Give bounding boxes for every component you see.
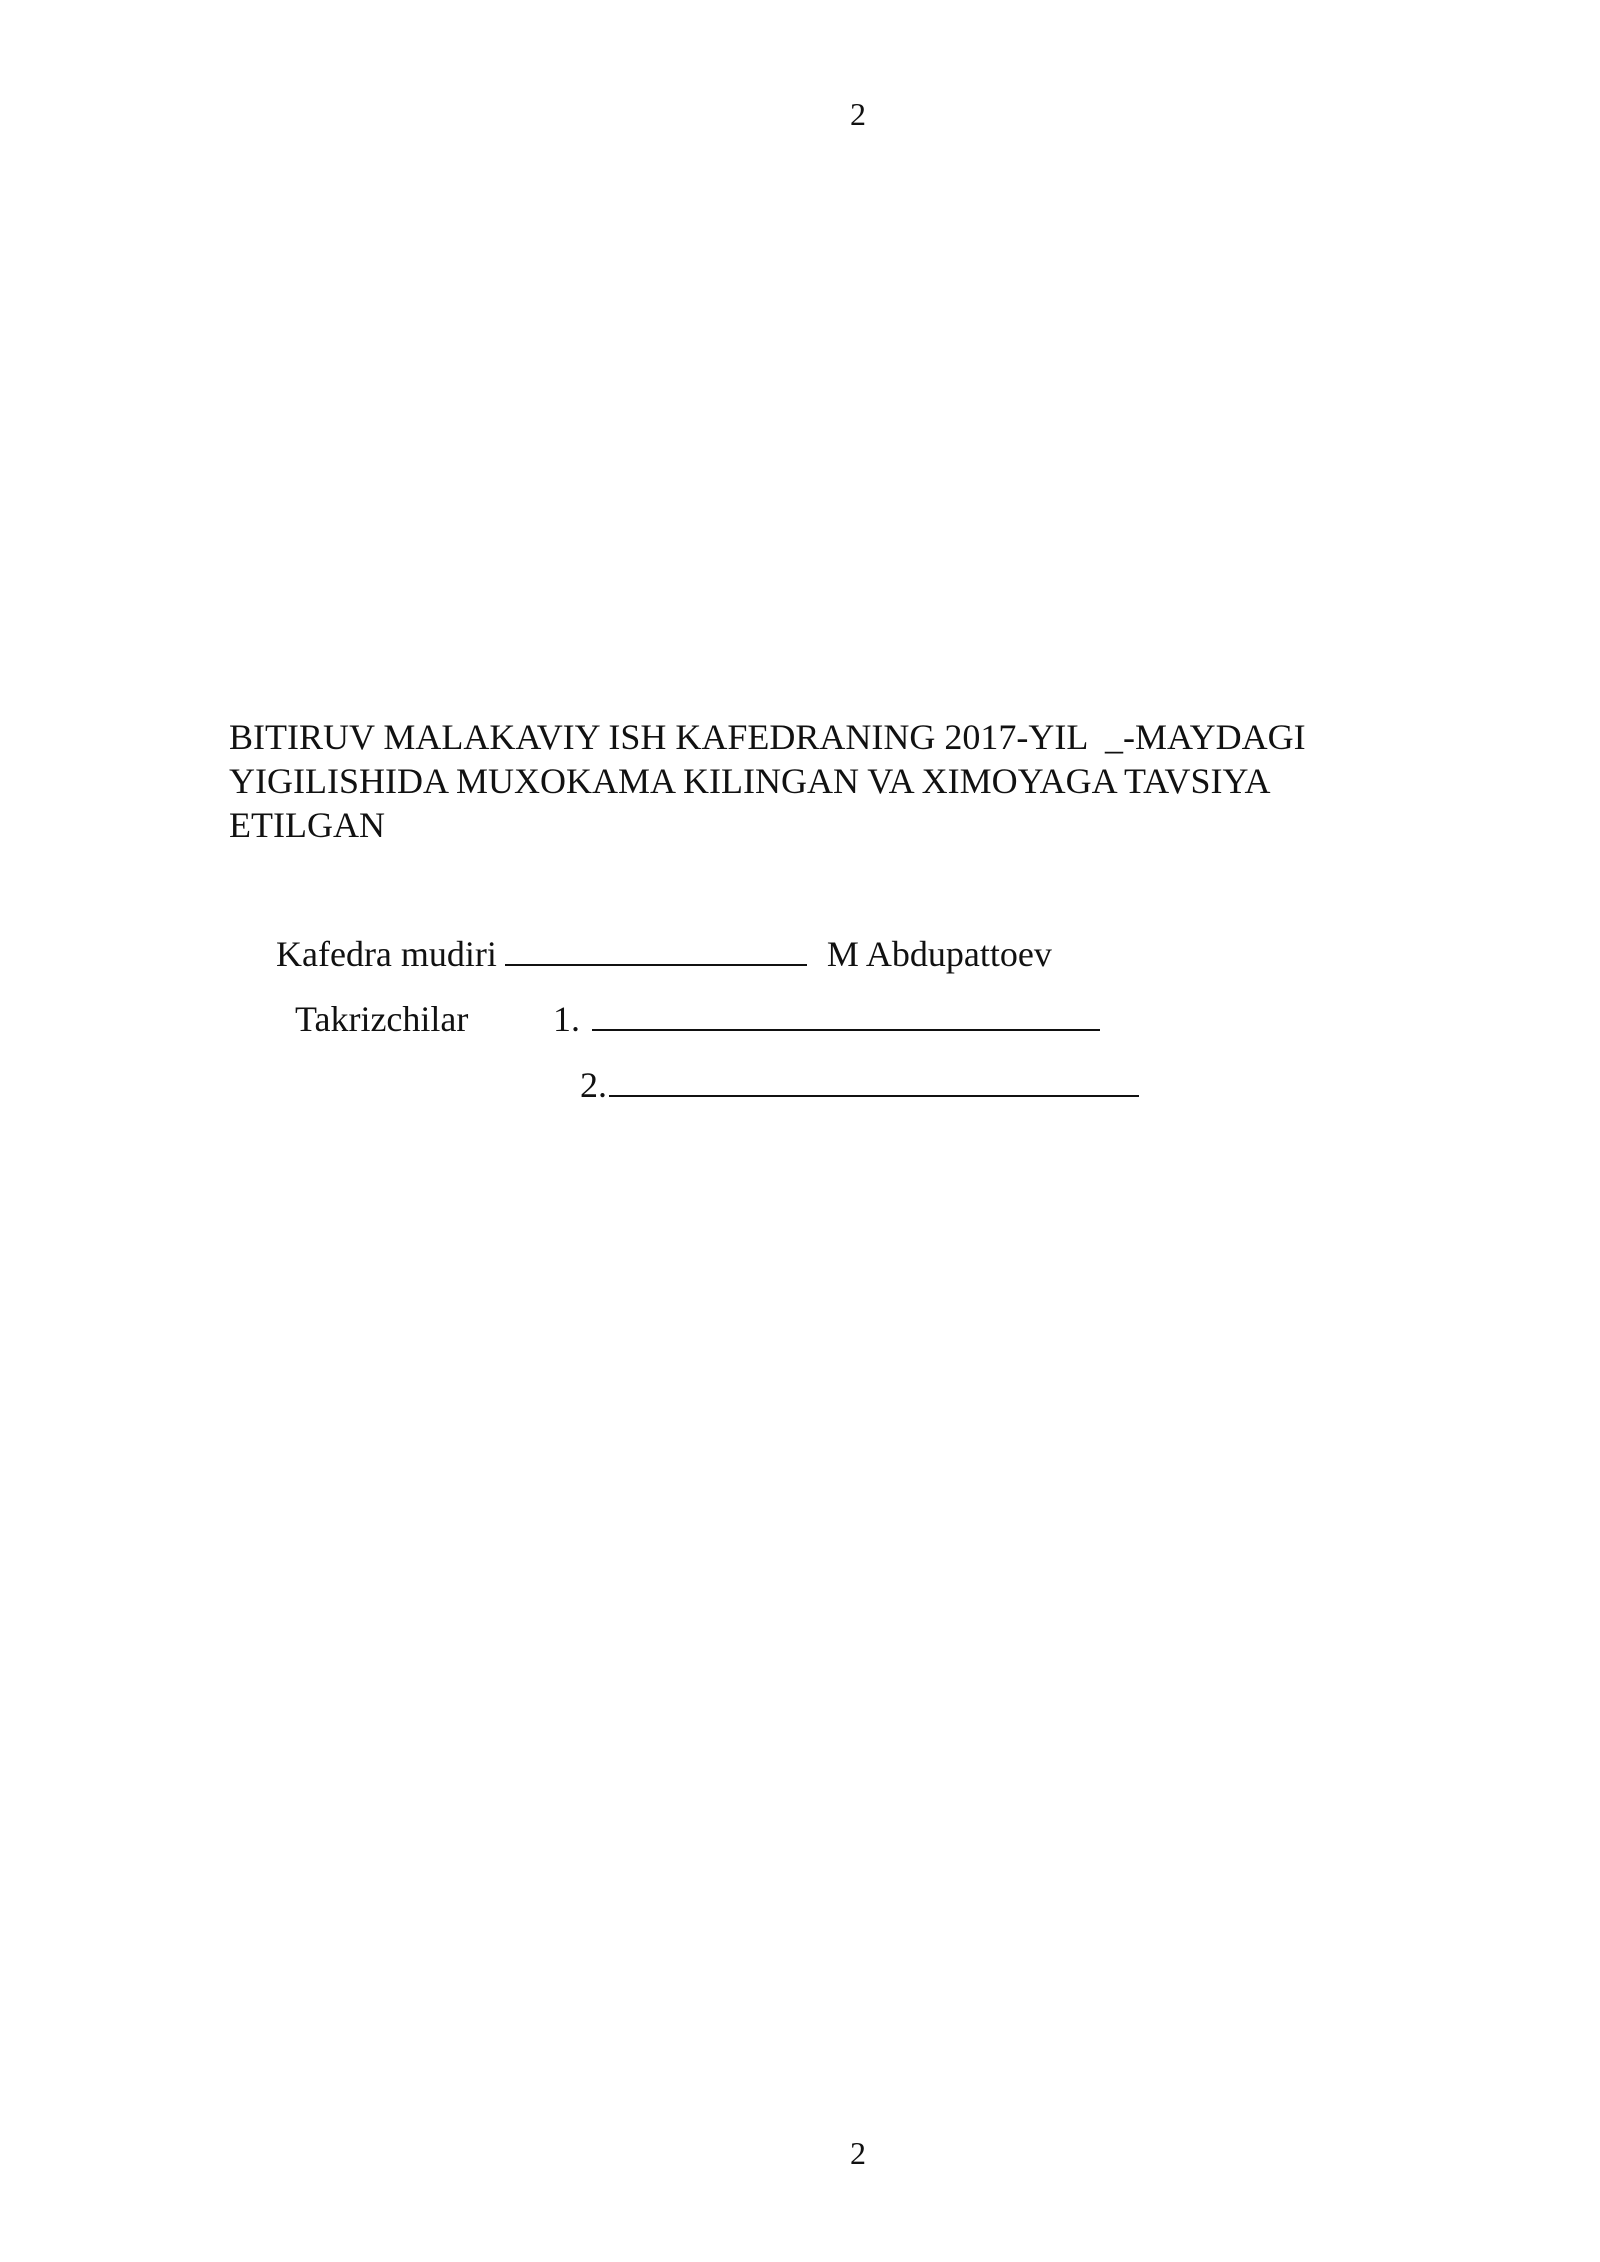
statement-line: ETILGAN — [229, 805, 385, 845]
statement-line: BITIRUV MALAKAVIY ISH KAFEDRANING 2017-YIL _-MAYDAGI — [229, 717, 1306, 757]
page-number-top: 2 — [850, 96, 866, 132]
approval-statement — [229, 715, 1389, 847]
reviewers-label: Takrizchilar — [295, 999, 469, 1039]
reviewer-2-number: 2. — [580, 1065, 607, 1105]
department-head-label: Kafedra mudiri — [276, 934, 497, 974]
reviewer-1-signature-line — [592, 999, 1100, 1031]
reviewer-2-row — [580, 1063, 1139, 1107]
department-head-signature-row — [276, 932, 1052, 976]
reviewer-1-row — [553, 997, 1100, 1041]
page-number-bottom: 2 — [850, 2135, 866, 2171]
reviewer-2-signature-line — [609, 1065, 1139, 1097]
department-head-signature-line — [505, 934, 807, 966]
department-head-name: M Abdupattoev — [826, 934, 1052, 974]
statement-line: YIGILISHIDA MUXOKAMA KILINGAN VA XIMOYAGA TAVSIYA — [229, 761, 1271, 801]
reviewer-1-number: 1. — [553, 999, 580, 1039]
